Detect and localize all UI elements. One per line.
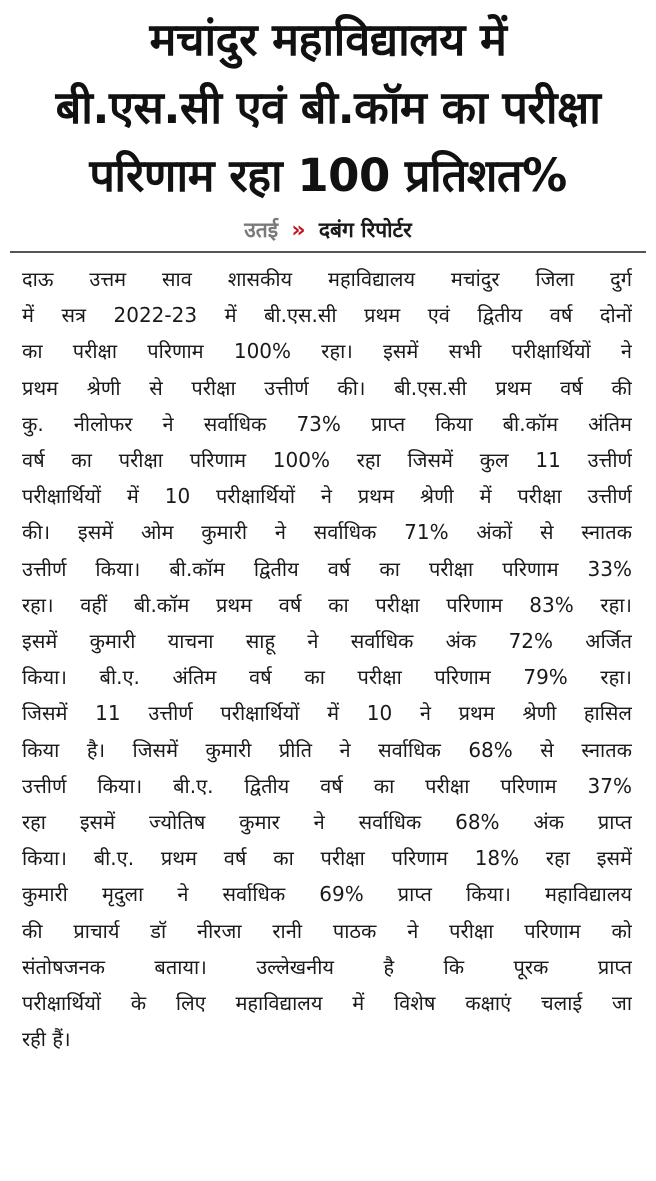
headline-line: मचांदुर महाविद्यालय में bbox=[149, 13, 507, 66]
body-line: किया है। जिसमें कुमारी प्रीति ने सर्वाधिक 68% से स्नातक bbox=[22, 737, 632, 762]
dateline-place: उतई bbox=[244, 218, 279, 242]
byline bbox=[0, 216, 656, 245]
article-body bbox=[22, 261, 632, 1057]
body-line: संतोषजनक बताया। उल्लेखनीय है कि पूरक प्राप्त bbox=[22, 954, 632, 979]
double-chevron-icon: » bbox=[291, 218, 306, 243]
body-line: की प्राचार्य डॉ नीरजा रानी पाठक ने परीक्षा परिणाम को bbox=[22, 918, 632, 943]
body-line: जिसमें 11 उत्तीर्ण परीक्षार्थियों में 10 ने प्रथम श्रेणी हासिल bbox=[22, 701, 632, 726]
divider bbox=[10, 251, 646, 253]
body-line: परीक्षार्थियों में 10 परीक्षार्थियों ने प्रथम श्रेणी में परीक्षा उत्तीर्ण bbox=[22, 484, 632, 509]
body-line: रहा इसमें ज्योतिष कुमार ने सर्वाधिक 68% अंक प्राप्त bbox=[22, 810, 632, 835]
body-line: में सत्र 2022-23 में बी.एस.सी प्रथम एवं द्वितीय वर्ष दोनों bbox=[22, 303, 632, 328]
body-line: कुमारी मृदुला ने सर्वाधिक 69% प्राप्त किया। महाविद्यालय bbox=[22, 882, 632, 907]
body-line: रहा। वहीं बी.कॉम प्रथम वर्ष का परीक्षा परिणाम 83% रहा। bbox=[22, 592, 632, 617]
body-line: का परीक्षा परिणाम 100% रहा। इसमें सभी परीक्षार्थियों ने bbox=[22, 339, 632, 364]
body-line: प्रथम श्रेणी से परीक्षा उत्तीर्ण की। बी.एस.सी प्रथम वर्ष की bbox=[22, 375, 632, 400]
body-line: की। इसमें ओम कुमारी ने सर्वाधिक 71% अंकों से स्नातक bbox=[22, 520, 632, 545]
headline bbox=[0, 0, 656, 210]
reporter-name: दबंग रिपोर्टर bbox=[318, 218, 412, 242]
headline-line: बी.एस.सी एवं बी.कॉम का परीक्षा bbox=[55, 81, 601, 134]
body-line: कु. नीलोफर ने सर्वाधिक 73% प्राप्त किया बी.कॉम अंतिम bbox=[22, 411, 632, 436]
body-line: दाऊ उत्तम साव शासकीय महाविद्यालय मचांदुर जिला दुर्ग bbox=[22, 267, 632, 291]
body-line: किया। बी.ए. अंतिम वर्ष का परीक्षा परिणाम 79% रहा। bbox=[22, 665, 632, 690]
body-line: इसमें कुमारी याचना साहू ने सर्वाधिक अंक 72% अर्जित bbox=[22, 629, 632, 654]
body-line: उत्तीर्ण किया। बी.कॉम द्वितीय वर्ष का परीक्षा परिणाम 33% bbox=[22, 556, 632, 581]
body-line: परीक्षार्थियों के लिए महाविद्यालय में विशेष कक्षाएं चलाई जा bbox=[22, 991, 632, 1016]
body-line: वर्ष का परीक्षा परिणाम 100% रहा जिसमें कुल 11 उत्तीर्ण bbox=[22, 448, 632, 473]
headline-line: परिणाम रहा 100 प्रतिशत% bbox=[89, 149, 567, 202]
body-line: किया। बी.ए. प्रथम वर्ष का परीक्षा परिणाम 18% रहा इसमें bbox=[22, 846, 632, 871]
body-line: रही हैं। bbox=[22, 1027, 71, 1052]
body-line: उत्तीर्ण किया। बी.ए. द्वितीय वर्ष का परीक्षा परिणाम 37% bbox=[22, 773, 632, 798]
